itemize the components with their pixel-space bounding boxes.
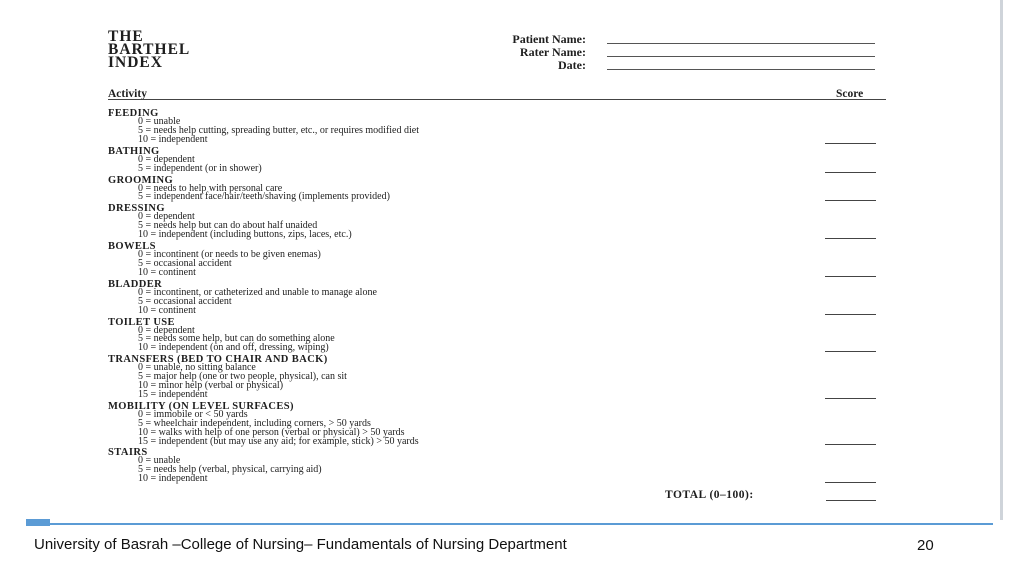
activity-option: 10 = continent [138,266,196,278]
slide-edge-divider [1000,0,1003,520]
activity-section [108,204,868,240]
activity-option: 0 = dependent [138,211,195,223]
header-divider [108,99,886,100]
activity-option: 5 = independent face/hair/teeth/shaving (implements provided) [138,191,390,203]
activity-section [108,355,868,400]
activity-option: 10 = independent (on and off, dressing, wiping) [138,342,329,354]
total-score-field[interactable] [826,500,876,501]
patient-name-field[interactable] [607,43,875,44]
activity-title: BATHING [108,145,160,157]
activity-section [108,109,868,145]
activity-title: TRANSFERS (BED TO CHAIR AND BACK) [108,354,328,366]
activity-option: 0 = incontinent (or needs to be given enemas) [138,249,321,261]
total-label: TOTAL (0–100): [665,489,754,501]
score-field[interactable] [825,314,876,315]
title-line: THE [108,28,144,45]
activity-option: 15 = independent (but may use any aid; for example, stick) > 50 yards [138,435,419,447]
footer-accent-square [26,519,50,526]
activity-option: 5 = occasional accident [138,257,232,269]
title-line: BARTHEL [108,41,191,58]
score-field[interactable] [825,398,876,399]
score-field[interactable] [825,143,876,144]
form-title [108,30,190,69]
activity-option: 5 = needs help but can do about half unaided [138,220,318,232]
activity-option: 0 = unable [138,455,181,467]
activity-option: 5 = independent (or in shower) [138,162,262,174]
patient-name-label: Patient Name: [512,32,586,46]
title-line: INDEX [108,54,163,71]
date-field[interactable] [607,69,875,70]
activity-option: 5 = wheelchair independent, including corners, > 50 yards [138,417,371,429]
activity-option: 5 = needs some help, but can do something alone [138,333,335,345]
activity-section [108,402,868,447]
activity-section [108,280,868,316]
activity-option: 10 = independent [138,473,208,485]
activity-option: 10 = continent [138,304,196,316]
activity-option: 0 = dependent [138,153,195,165]
activity-option: 5 = needs help cutting, spreading butter, etc., or requires modified diet [138,124,419,136]
score-header: Score [836,88,864,100]
activity-option: 0 = incontinent, or catheterized and unable to manage alone [138,286,377,298]
activity-title: TOILET USE [108,316,175,328]
activity-option: 15 = independent [138,388,208,400]
activity-option: 0 = unable [138,116,181,127]
score-field[interactable] [825,200,876,201]
activity-title: STAIRS [108,447,148,459]
rater-name-label: Rater Name: [519,45,586,59]
score-field[interactable] [825,172,876,173]
activity-option: 5 = occasional accident [138,295,232,307]
activity-section [108,318,868,354]
activity-section [108,448,868,484]
activity-option: 10 = independent [138,133,208,145]
activity-option: 0 = immobile or < 50 yards [138,408,248,420]
barthel-index-form [22,0,1000,520]
activity-section [108,242,868,278]
activity-title: DRESSING [108,203,165,215]
activity-option: 5 = needs help (verbal, physical, carrying aid) [138,464,322,476]
activity-header: Activity [108,88,147,100]
activity-title: BOWELS [108,241,156,253]
activity-list [108,109,868,486]
page-number: 20 [917,537,934,554]
score-field[interactable] [825,238,876,239]
footer-text: University of Basrah –College of Nursing– Fundamentals of Nursing Department [34,536,567,553]
score-field[interactable] [825,482,876,483]
score-field[interactable] [825,444,876,445]
activity-option: 10 = walks with help of one person (verbal or physical) > 50 yards [138,426,405,438]
activity-option: 0 = unable, no sitting balance [138,362,256,374]
activity-section [108,176,868,203]
activity-title: BLADDER [108,278,163,290]
activity-option: 10 = independent (including buttons, zips, laces, etc.) [138,229,352,241]
score-field[interactable] [825,351,876,352]
activity-section [108,147,868,174]
activity-option: 0 = needs to help with personal care [138,182,283,194]
activity-title: FEEDING [108,108,159,119]
activity-option: 0 = dependent [138,324,195,336]
footer-accent-bar [50,523,993,525]
date-label: Date: [558,58,586,72]
score-field[interactable] [825,276,876,277]
activity-title: MOBILITY (ON LEVEL SURFACES) [108,400,294,412]
activity-title: GROOMING [108,174,174,186]
activity-option: 10 = minor help (verbal or physical) [138,380,284,392]
activity-option: 5 = major help (one or two people, physical), can sit [138,371,347,383]
rater-name-field[interactable] [607,56,875,57]
